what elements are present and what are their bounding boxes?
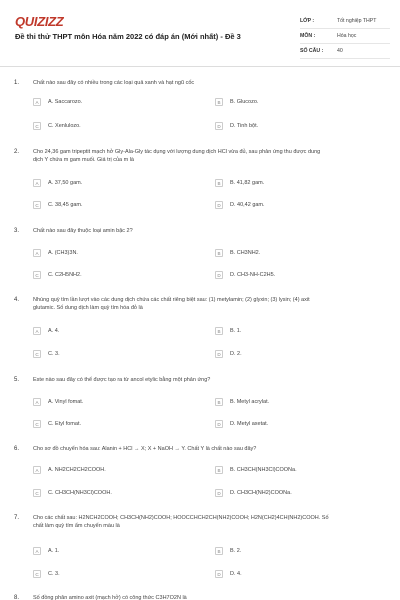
meta-label: LỚP : [300,18,315,24]
option-text: A. 1. [48,548,60,554]
option-letter: B [215,398,223,406]
option-d[interactable] [215,271,275,279]
option-a[interactable] [33,327,59,335]
option-d[interactable] [215,201,265,209]
question-number: 1. [14,80,20,86]
option-b[interactable] [215,398,269,406]
option-text: B. Metyl acrylat. [230,399,270,405]
option-letter: B [215,249,223,257]
meta-value: Tốt nghiệp THPT [337,18,377,24]
question-line: chất làm quỳ tím ẩm chuyển màu là [33,522,120,529]
option-text: D. Metyl axetat. [230,421,269,427]
question-line: Chất nào sau đây thuộc loại amin bậc 2? [33,228,133,234]
meta-label: MÔN : [300,33,316,39]
option-letter: C [33,570,41,578]
option-text: D. Tinh bột. [230,123,259,129]
question-line: Nhúng quỳ tím lần lượt vào các dung dịch chứa các chất riêng biệt sau: (1) metylamin; (2) glyxin; (3) lysin; (4) axit [33,297,310,303]
option-letter: D [215,271,223,279]
header-divider [0,66,400,67]
option-letter: D [215,201,223,209]
option-letter: B [215,98,223,106]
option-text: A. Saccarozo. [48,99,83,105]
option-letter: A [33,398,41,406]
question-line: Chất nào sau đây có nhiều trong các loại quả xanh và hạt ngũ cốc [33,80,195,86]
option-b[interactable] [215,547,241,555]
question-line: dịch Y chứa m gam muối. Giá trị của m là [33,156,134,163]
option-text: C. 3. [48,351,60,357]
option-b[interactable] [215,327,241,335]
option-text: A. 4. [48,328,60,334]
option-c[interactable] [33,489,112,497]
option-letter: D [215,350,223,358]
question-line: Cho 24,36 gam tripeptit mạch hở Gly-Ala-Gly tác dụng với lượng dung dịch HCl vừa đủ, sau phản ứng thu được dung [33,149,321,155]
question-text [33,515,388,530]
option-letter: D [215,122,223,130]
option-letter: C [33,350,41,358]
option-letter: A [33,466,41,474]
option-c[interactable] [33,201,83,209]
question-number: 8. [14,595,20,600]
question-text [33,377,388,385]
option-text: C. Xenlulozo. [48,123,81,129]
option-letter: C [33,201,41,209]
option-a[interactable] [33,466,106,474]
option-letter: D [215,570,223,578]
question-text [33,228,388,236]
meta-row-subject [300,29,390,44]
option-letter: B [215,466,223,474]
option-letter: C [33,420,41,428]
meta-label: SỐ CÂU : [300,48,324,54]
option-letter: D [215,420,223,428]
option-letter: C [33,489,41,497]
question-number: 6. [14,446,20,452]
question-number: 3. [14,228,20,234]
question-number: 5. [14,377,20,383]
option-b[interactable] [215,466,297,474]
question-line: Số đồng phân amino axit (mạch hở) có công thức C3H7O2N là [33,595,187,600]
document-header [0,0,400,64]
option-d[interactable] [215,489,292,497]
quizizz-logo: QUIZIZZ [15,14,64,29]
option-a[interactable] [33,179,82,187]
question-line: Este nào sau đây có thể được tạo ra từ ancol etylic bằng một phản ứng? [33,377,211,383]
option-letter: D [215,489,223,497]
option-d[interactable] [215,570,242,578]
option-letter: C [33,122,41,130]
option-letter: C [33,271,41,279]
option-a[interactable] [33,249,78,257]
option-text: D. 4. [230,571,242,577]
meta-value: 40 [337,48,343,54]
option-a[interactable] [33,398,83,406]
option-text: B. Glucozo. [230,99,259,105]
option-letter: A [33,98,41,106]
option-letter: A [33,249,41,257]
document-title: Đề thi thử THPT môn Hóa năm 2022 có đáp án (Mới nhất) - Đề 3 [15,32,241,41]
option-c[interactable] [33,122,81,130]
option-letter: A [33,179,41,187]
option-text: C. CH3CH(NH3Cl)COOH. [48,490,112,496]
question-number: 7. [14,515,20,521]
option-letter: B [215,547,223,555]
option-text: D. CH3-NH-C2H5. [230,272,276,278]
option-letter: A [33,547,41,555]
option-text: A. Vinyl fomat. [48,399,84,405]
option-d[interactable] [215,350,242,358]
meta-value: Hóa học [337,33,357,39]
option-a[interactable] [33,547,59,555]
option-text: B. 41,82 gam. [230,180,265,186]
question-line: Cho sơ đồ chuyển hóa sau: Alanin + HCl → X; X + NaOH → Y. Chất Y là chất nào sau đây? [33,446,257,452]
option-a[interactable] [33,98,82,106]
meta-row-class [300,14,390,29]
question-number: 2. [14,149,20,155]
question-text [33,446,388,454]
question-text [33,297,388,312]
question-text [33,149,388,164]
option-c[interactable] [33,271,82,279]
option-text: D. CH3CH(NH2)COONa. [230,490,292,496]
option-text: B. 2. [230,548,242,554]
question-text [33,595,388,600]
option-b[interactable] [215,249,260,257]
option-text: D. 2. [230,351,242,357]
option-text: B. CH3CH(NH3Cl)COONa. [230,467,297,473]
option-b[interactable] [215,98,258,106]
question-number: 4. [14,297,20,303]
document-meta [300,14,390,59]
option-c[interactable] [33,350,60,358]
option-letter: B [215,179,223,187]
option-text: B. 1. [230,328,242,334]
option-b[interactable] [215,179,264,187]
option-text: D. 40,42 gam. [230,202,265,208]
option-text: C. C2H5NH2. [48,272,82,278]
option-text: C. 3. [48,571,60,577]
option-text: A. (CH3)3N. [48,250,78,256]
option-text: A. NH2CH2CH2COOH. [48,467,106,473]
question-text [33,80,388,88]
question-line: glutamic. Số dung dịch làm quỳ tím hóa đỏ là [33,304,143,311]
option-text: B. CH3NH2. [230,250,261,256]
option-text: C. Etyl fomat. [48,421,82,427]
option-letter: B [215,327,223,335]
option-letter: A [33,327,41,335]
question-line: Cho các chất sau: H2NCH2COOH; CH3CH(NH2)COOH; HOOCCHCH2CH(NH2)COOH; H2N(CH2)4CH(NH2)COOH. Số [33,515,329,521]
option-c[interactable] [33,420,81,428]
option-d[interactable] [215,122,258,130]
meta-row-count [300,44,390,59]
option-c[interactable] [33,570,60,578]
option-d[interactable] [215,420,268,428]
option-text: C. 38,45 gam. [48,202,83,208]
option-text: A. 37,50 gam. [48,180,83,186]
